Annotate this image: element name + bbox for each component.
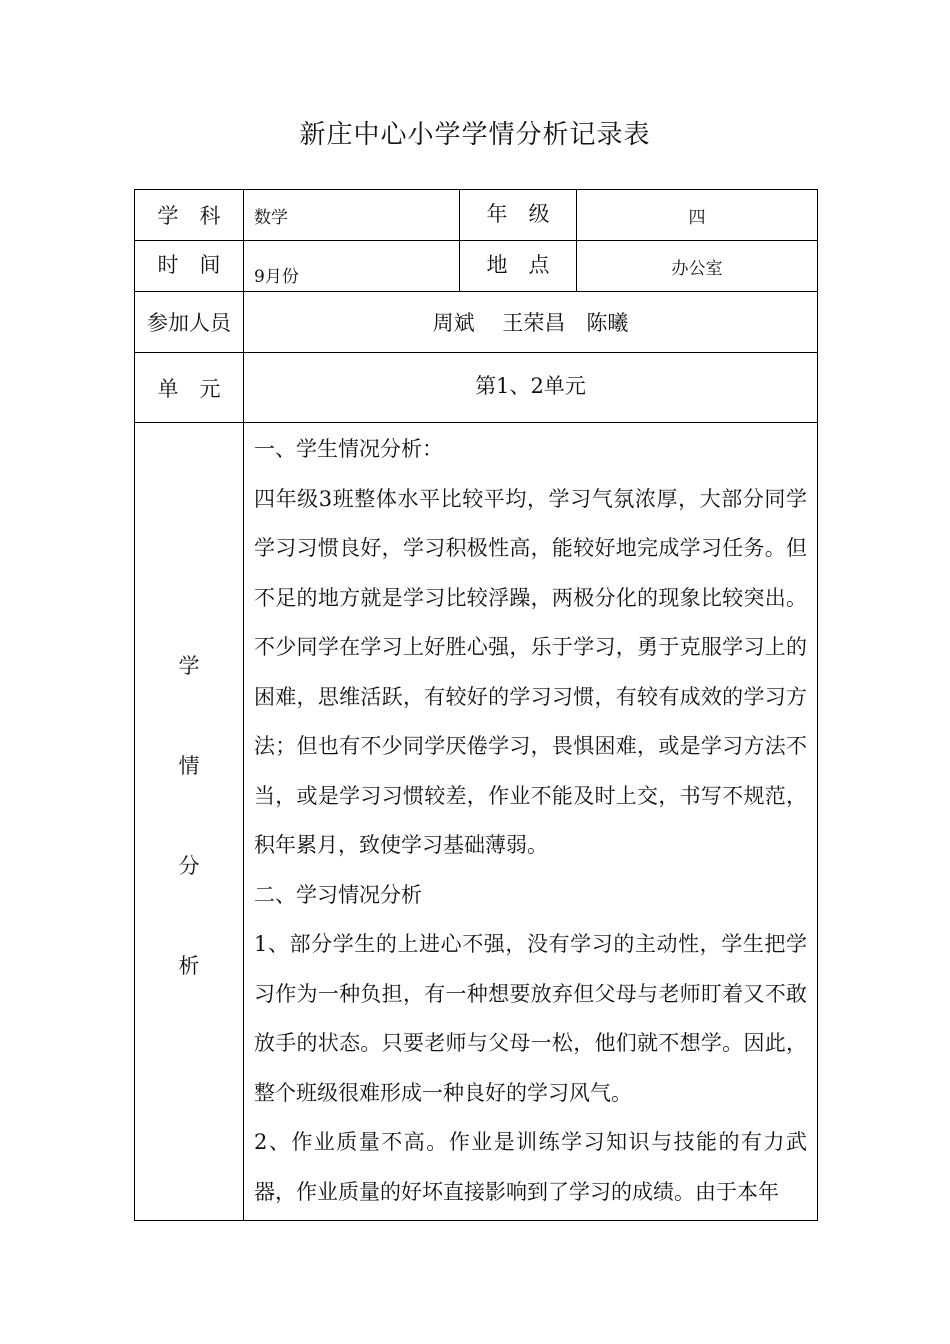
record-table bbox=[134, 189, 818, 1221]
page-title: 新庄中心小学学情分析记录表 bbox=[299, 120, 651, 150]
analysis-label bbox=[135, 423, 244, 1221]
analysis-paragraph-students: 四年级3班整体水平比较平均，学习气氛浓厚，大部分同学学习习惯良好，学习积极性高，能较好地完成学习任务。但不足的地方就是学习比较浮躁，两极分化的现象比较突出。不少同学在学习上好胜心强，乐于学习，勇于克服学习上的困难，思维活跃，有较好的学习习惯，有较有成效的学习方法；但也有不少同学厌倦学习，畏惧困难，或是学习方法不当，或是学习习惯较差，作业不能及时上交，书写不规范，积年累月，致使学习基础薄弱。 bbox=[254, 486, 807, 857]
participants-label: 参加人员 bbox=[135, 292, 244, 353]
analysis-label-char: 学 bbox=[178, 654, 200, 678]
analysis-label-char: 分 bbox=[178, 854, 200, 878]
unit-label: 单 元 bbox=[135, 353, 244, 423]
subject-value: 数学 bbox=[244, 190, 460, 241]
location-label: 地 点 bbox=[460, 241, 577, 292]
time-label: 时 间 bbox=[135, 241, 244, 292]
analysis-content bbox=[244, 423, 818, 1221]
grade-label: 年 级 bbox=[460, 190, 577, 241]
table-row-subject bbox=[135, 190, 818, 241]
time-value: 9月份 bbox=[244, 241, 460, 292]
analysis-paragraph-motivation: 1、部分学生的上进心不强，没有学习的主动性，学生把学习作为一种负担，有一种想要放弃但父母与老师盯着又不敢放手的状态。只要老师与父母一松，他们就不想学。因此，整个班级很难形成一种良好的学习风气。 bbox=[254, 932, 807, 1105]
unit-value: 第1、2单元 bbox=[244, 353, 818, 423]
table-row-analysis bbox=[135, 423, 818, 1221]
participants-value: 周斌 王荣昌 陈曦 bbox=[244, 292, 818, 353]
analysis-label-char: 析 bbox=[178, 954, 200, 978]
table-row-unit bbox=[135, 353, 818, 423]
table-row-participants bbox=[135, 292, 818, 353]
analysis-paragraph-homework: 2、作业质量不高。作业是训练学习知识与技能的有力武器，作业质量的好坏直接影响到了学习的成绩。由于本年 bbox=[254, 1130, 807, 1204]
grade-value: 四 bbox=[577, 190, 818, 241]
analysis-heading-learning: 二、学习情况分析 bbox=[254, 882, 422, 907]
location-value: 办公室 bbox=[577, 241, 818, 292]
subject-label: 学 科 bbox=[135, 190, 244, 241]
analysis-label-char: 情 bbox=[178, 754, 200, 778]
analysis-heading-students: 一、学生情况分析： bbox=[254, 437, 443, 461]
table-row-time bbox=[135, 241, 818, 292]
